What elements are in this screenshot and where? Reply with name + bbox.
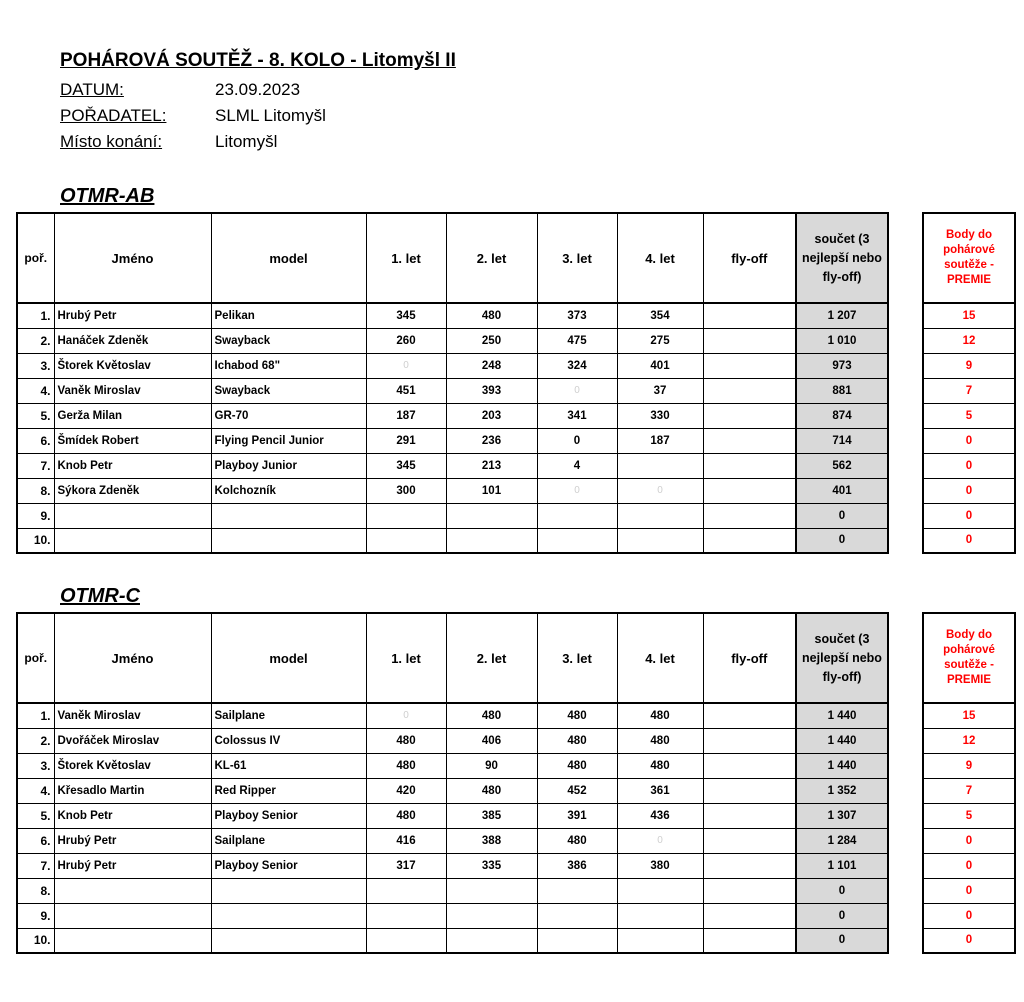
cell-l2: 388 — [446, 828, 537, 853]
cell-pos: 6. — [17, 428, 54, 453]
results-table — [16, 612, 889, 954]
cell-flyoff — [703, 853, 796, 878]
meta-label: Místo konání: — [60, 132, 163, 151]
cell-name — [54, 503, 211, 528]
cell-name: Knob Petr — [54, 453, 211, 478]
table-row — [17, 353, 888, 378]
cell-sum: 1 207 — [796, 303, 888, 328]
cell-pos: 7. — [17, 453, 54, 478]
meta-value: Litomyšl — [215, 132, 278, 151]
cell-name: Vaněk Miroslav — [54, 703, 211, 728]
cell-model: Flying Pencil Junior — [211, 428, 366, 453]
cell-sum: 1 440 — [796, 728, 888, 753]
page-title: POHÁROVÁ SOUTĚŽ - 8. KOLO - Litomyšl II — [60, 50, 456, 71]
cell-sum: 874 — [796, 403, 888, 428]
cell-flyoff — [703, 303, 796, 328]
cell-l3: 480 — [537, 728, 617, 753]
cell-l3: 480 — [537, 753, 617, 778]
cell-points: 0 — [923, 428, 1015, 453]
cell-points: 0 — [923, 928, 1015, 953]
cell-points: 12 — [923, 328, 1015, 353]
cell-model: Red Ripper — [211, 778, 366, 803]
cell-l1: 480 — [366, 728, 446, 753]
cell-l1: 0 — [366, 353, 446, 378]
cell-model: Pelikan — [211, 303, 366, 328]
cell-name: Sýkora Zdeněk — [54, 478, 211, 503]
cell-l3 — [537, 503, 617, 528]
cell-pos: 2. — [17, 728, 54, 753]
cell-name: Gerža Milan — [54, 403, 211, 428]
cell-name: Knob Petr — [54, 803, 211, 828]
cell-pos: 2. — [17, 328, 54, 353]
cell-l2: 335 — [446, 853, 537, 878]
cell-l4 — [617, 928, 703, 953]
cell-l4 — [617, 878, 703, 903]
cell-model — [211, 878, 366, 903]
cell-sum: 0 — [796, 528, 888, 553]
cell-name — [54, 878, 211, 903]
cell-model: Ichabod 68" — [211, 353, 366, 378]
cell-l1: 416 — [366, 828, 446, 853]
cell-points: 0 — [923, 453, 1015, 478]
column-header-points: Body do pohárové soutěže - PREMIE — [923, 213, 1015, 303]
cell-model: Playboy Senior — [211, 853, 366, 878]
cell-name: Štorek Květoslav — [54, 353, 211, 378]
cell-l1 — [366, 878, 446, 903]
table-row — [17, 428, 888, 453]
table-row — [17, 778, 888, 803]
cell-pos: 8. — [17, 878, 54, 903]
cell-l3 — [537, 903, 617, 928]
cell-l2: 393 — [446, 378, 537, 403]
column-header-model: model — [211, 213, 366, 303]
column-header-name: Jméno — [54, 213, 211, 303]
cell-points: 9 — [923, 753, 1015, 778]
table-row — [17, 528, 888, 553]
cell-l1: 0 — [366, 703, 446, 728]
cell-flyoff — [703, 903, 796, 928]
cell-points: 12 — [923, 728, 1015, 753]
cell-l2: 480 — [446, 303, 537, 328]
cell-pos: 1. — [17, 703, 54, 728]
cell-sum: 1 010 — [796, 328, 888, 353]
cell-model: Swayback — [211, 328, 366, 353]
cell-l1: 345 — [366, 303, 446, 328]
meta-label: POŘADATEL: — [60, 106, 167, 125]
cell-l3 — [537, 878, 617, 903]
cell-l1: 317 — [366, 853, 446, 878]
cell-sum: 401 — [796, 478, 888, 503]
cell-l2: 101 — [446, 478, 537, 503]
table-row — [17, 303, 888, 328]
column-header-sum: součet (3 nejlepší nebo fly-off) — [796, 213, 888, 303]
column-header-let1: 1. let — [366, 613, 446, 703]
cell-sum: 1 307 — [796, 803, 888, 828]
cell-points: 15 — [923, 303, 1015, 328]
cell-l1 — [366, 928, 446, 953]
meta-row-venue — [60, 132, 277, 152]
cell-l1: 480 — [366, 803, 446, 828]
cell-l4 — [617, 453, 703, 478]
cell-pos: 3. — [17, 353, 54, 378]
table-row — [17, 453, 888, 478]
column-header-let2: 2. let — [446, 613, 537, 703]
cell-name: Křesadlo Martin — [54, 778, 211, 803]
cell-flyoff — [703, 703, 796, 728]
column-header-let3: 3. let — [537, 213, 617, 303]
cell-l3: 480 — [537, 828, 617, 853]
cell-l3: 0 — [537, 478, 617, 503]
column-header-flyoff: fly-off — [703, 213, 796, 303]
cell-sum: 881 — [796, 378, 888, 403]
column-header-sum: součet (3 nejlepší nebo fly-off) — [796, 613, 888, 703]
cell-l1 — [366, 528, 446, 553]
cell-sum: 1 284 — [796, 828, 888, 853]
meta-value: 23.09.2023 — [215, 80, 301, 99]
cell-l4: 0 — [617, 828, 703, 853]
cell-model: Kolchozník — [211, 478, 366, 503]
cell-flyoff — [703, 478, 796, 503]
cell-pos: 10. — [17, 528, 54, 553]
cell-sum: 0 — [796, 903, 888, 928]
cell-l4: 480 — [617, 728, 703, 753]
cell-l3: 480 — [537, 703, 617, 728]
table-row — [17, 328, 888, 353]
table-row — [17, 503, 888, 528]
cell-l4: 361 — [617, 778, 703, 803]
cell-l4: 37 — [617, 378, 703, 403]
cell-sum: 1 440 — [796, 753, 888, 778]
cell-model: KL-61 — [211, 753, 366, 778]
table-row — [17, 903, 888, 928]
cell-points: 9 — [923, 353, 1015, 378]
cell-points: 0 — [923, 503, 1015, 528]
cell-sum: 1 352 — [796, 778, 888, 803]
cell-l4: 480 — [617, 703, 703, 728]
cell-name: Dvořáček Miroslav — [54, 728, 211, 753]
column-header-let3: 3. let — [537, 613, 617, 703]
cell-name: Hrubý Petr — [54, 303, 211, 328]
column-header-let1: 1. let — [366, 213, 446, 303]
cell-l2 — [446, 928, 537, 953]
column-header-pos: poř. — [17, 213, 54, 303]
cell-l4 — [617, 528, 703, 553]
section-title-otmr-ab: OTMR-AB — [60, 185, 155, 207]
cell-model: Sailplane — [211, 828, 366, 853]
cell-flyoff — [703, 753, 796, 778]
cell-l3: 452 — [537, 778, 617, 803]
section-title-otmr-c: OTMR-C — [60, 585, 140, 607]
cell-l2 — [446, 503, 537, 528]
cell-points: 5 — [923, 803, 1015, 828]
cell-flyoff — [703, 528, 796, 553]
cell-points: 0 — [923, 878, 1015, 903]
cell-l2: 480 — [446, 703, 537, 728]
cell-model: Playboy Senior — [211, 803, 366, 828]
cell-l2: 236 — [446, 428, 537, 453]
cell-model — [211, 903, 366, 928]
cell-points: 0 — [923, 528, 1015, 553]
cell-points: 0 — [923, 853, 1015, 878]
cell-sum: 562 — [796, 453, 888, 478]
cell-l4 — [617, 503, 703, 528]
cell-model: Sailplane — [211, 703, 366, 728]
meta-label: DATUM: — [60, 80, 124, 99]
cell-l2: 213 — [446, 453, 537, 478]
cell-l4: 0 — [617, 478, 703, 503]
column-header-let4: 4. let — [617, 213, 703, 303]
cell-sum: 0 — [796, 503, 888, 528]
column-header-flyoff: fly-off — [703, 613, 796, 703]
cell-sum: 1 101 — [796, 853, 888, 878]
cell-flyoff — [703, 378, 796, 403]
cell-points: 0 — [923, 903, 1015, 928]
cell-points: 0 — [923, 478, 1015, 503]
cell-sum: 1 440 — [796, 703, 888, 728]
cell-flyoff — [703, 353, 796, 378]
cell-pos: 5. — [17, 403, 54, 428]
cell-points: 7 — [923, 378, 1015, 403]
table-row — [17, 728, 888, 753]
cell-sum: 714 — [796, 428, 888, 453]
cell-points: 0 — [923, 828, 1015, 853]
cell-pos: 9. — [17, 903, 54, 928]
cell-l3: 324 — [537, 353, 617, 378]
cell-pos: 4. — [17, 778, 54, 803]
cell-l2: 406 — [446, 728, 537, 753]
cell-sum: 0 — [796, 878, 888, 903]
cell-flyoff — [703, 778, 796, 803]
cell-l1: 187 — [366, 403, 446, 428]
cell-l4: 436 — [617, 803, 703, 828]
table-row — [17, 928, 888, 953]
cell-name — [54, 528, 211, 553]
cell-pos: 9. — [17, 503, 54, 528]
cell-flyoff — [703, 803, 796, 828]
table-row — [17, 803, 888, 828]
table-row — [17, 403, 888, 428]
column-header-model: model — [211, 613, 366, 703]
cell-flyoff — [703, 453, 796, 478]
cell-l1: 480 — [366, 753, 446, 778]
cell-model — [211, 528, 366, 553]
cell-l2: 250 — [446, 328, 537, 353]
cell-l1: 345 — [366, 453, 446, 478]
cell-name: Štorek Květoslav — [54, 753, 211, 778]
table-row — [17, 378, 888, 403]
column-header-pos: poř. — [17, 613, 54, 703]
cell-model: Colossus IV — [211, 728, 366, 753]
meta-row-organizer — [60, 106, 326, 126]
cell-l1: 260 — [366, 328, 446, 353]
cell-pos: 3. — [17, 753, 54, 778]
cell-name: Hrubý Petr — [54, 828, 211, 853]
cell-name: Šmídek Robert — [54, 428, 211, 453]
cell-l4: 330 — [617, 403, 703, 428]
cell-l3: 386 — [537, 853, 617, 878]
cell-l2: 480 — [446, 778, 537, 803]
cell-points: 15 — [923, 703, 1015, 728]
cell-l3: 4 — [537, 453, 617, 478]
cell-flyoff — [703, 403, 796, 428]
cell-l1 — [366, 903, 446, 928]
table-row — [17, 828, 888, 853]
cell-name: Hrubý Petr — [54, 853, 211, 878]
cell-l4: 275 — [617, 328, 703, 353]
cell-l4: 480 — [617, 753, 703, 778]
cell-l4: 380 — [617, 853, 703, 878]
cell-pos: 5. — [17, 803, 54, 828]
cell-l2: 90 — [446, 753, 537, 778]
cell-l3: 0 — [537, 378, 617, 403]
cell-flyoff — [703, 928, 796, 953]
cell-name: Vaněk Miroslav — [54, 378, 211, 403]
results-table — [16, 212, 889, 554]
cell-l2 — [446, 528, 537, 553]
points-table — [922, 212, 1016, 554]
cell-sum: 973 — [796, 353, 888, 378]
table-row — [17, 878, 888, 903]
cell-pos: 8. — [17, 478, 54, 503]
cell-flyoff — [703, 728, 796, 753]
cell-name — [54, 903, 211, 928]
column-header-name: Jméno — [54, 613, 211, 703]
cell-l3: 341 — [537, 403, 617, 428]
cell-l4: 354 — [617, 303, 703, 328]
table-row — [17, 753, 888, 778]
cell-model — [211, 503, 366, 528]
cell-l1: 300 — [366, 478, 446, 503]
cell-model: Playboy Junior — [211, 453, 366, 478]
cell-flyoff — [703, 503, 796, 528]
cell-name: Hanáček Zdeněk — [54, 328, 211, 353]
cell-model — [211, 928, 366, 953]
table-row — [17, 853, 888, 878]
cell-l1: 420 — [366, 778, 446, 803]
cell-flyoff — [703, 878, 796, 903]
meta-row-date — [60, 80, 300, 100]
cell-l2 — [446, 878, 537, 903]
cell-l4: 401 — [617, 353, 703, 378]
cell-pos: 4. — [17, 378, 54, 403]
cell-l2: 203 — [446, 403, 537, 428]
table-row — [17, 478, 888, 503]
cell-flyoff — [703, 428, 796, 453]
cell-l3: 0 — [537, 428, 617, 453]
cell-l4: 187 — [617, 428, 703, 453]
cell-sum: 0 — [796, 928, 888, 953]
column-header-let2: 2. let — [446, 213, 537, 303]
column-header-points: Body do pohárové soutěže - PREMIE — [923, 613, 1015, 703]
cell-pos: 10. — [17, 928, 54, 953]
cell-l1 — [366, 503, 446, 528]
cell-pos: 7. — [17, 853, 54, 878]
cell-pos: 1. — [17, 303, 54, 328]
cell-model: GR-70 — [211, 403, 366, 428]
cell-l2: 385 — [446, 803, 537, 828]
cell-l3 — [537, 528, 617, 553]
cell-l2 — [446, 903, 537, 928]
column-header-let4: 4. let — [617, 613, 703, 703]
cell-pos: 6. — [17, 828, 54, 853]
meta-value: SLML Litomyšl — [215, 106, 326, 125]
cell-model: Swayback — [211, 378, 366, 403]
cell-l4 — [617, 903, 703, 928]
cell-points: 7 — [923, 778, 1015, 803]
cell-name — [54, 928, 211, 953]
cell-flyoff — [703, 328, 796, 353]
cell-points: 5 — [923, 403, 1015, 428]
points-table — [922, 612, 1016, 954]
cell-l2: 248 — [446, 353, 537, 378]
cell-l1: 451 — [366, 378, 446, 403]
cell-l1: 291 — [366, 428, 446, 453]
cell-flyoff — [703, 828, 796, 853]
cell-l3: 373 — [537, 303, 617, 328]
cell-l3: 475 — [537, 328, 617, 353]
cell-l3 — [537, 928, 617, 953]
cell-l3: 391 — [537, 803, 617, 828]
table-row — [17, 703, 888, 728]
